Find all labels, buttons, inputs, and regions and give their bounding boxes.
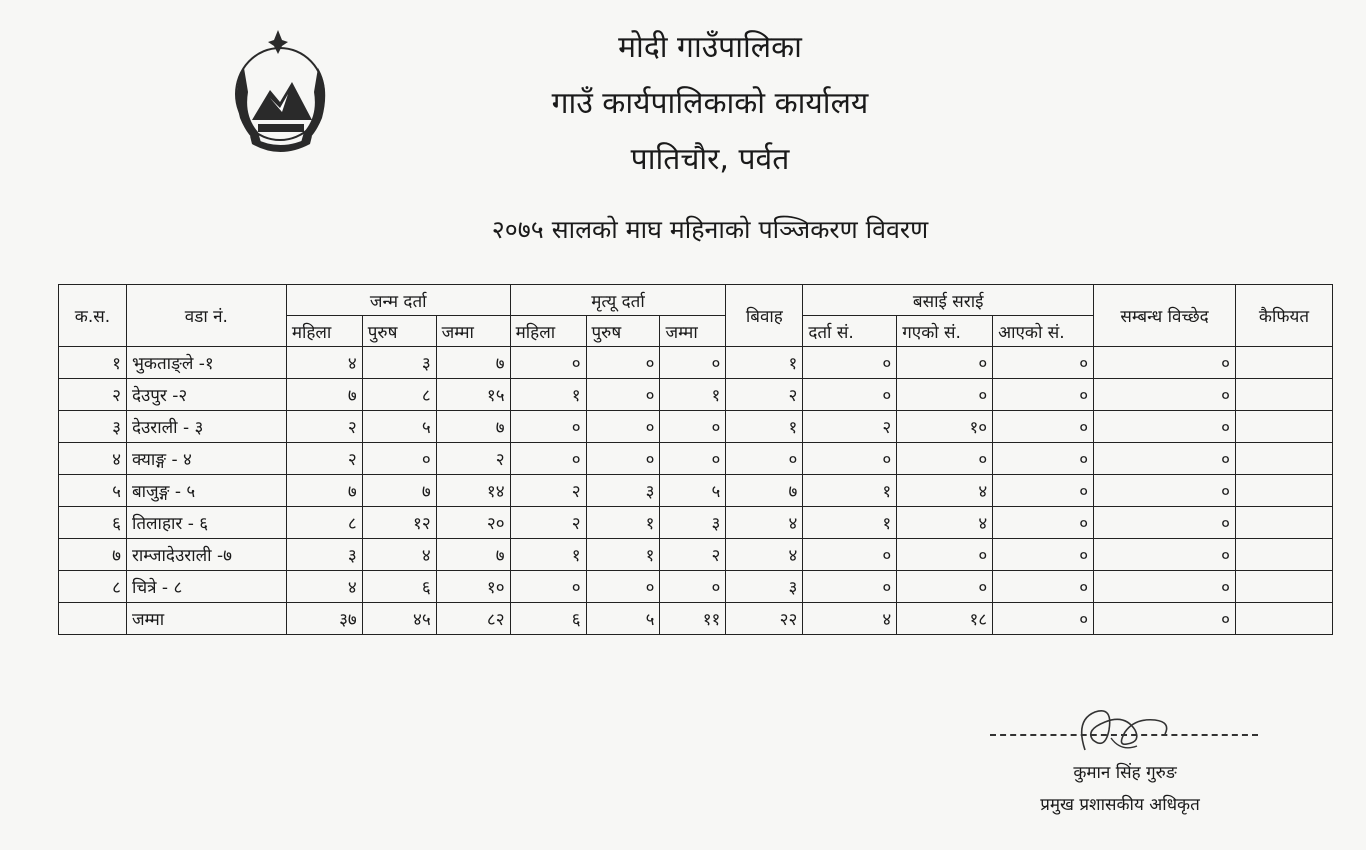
cell-migration-in: ० — [993, 443, 1094, 475]
cell-death-male: ० — [586, 571, 660, 603]
cell-birth-female: ४ — [286, 347, 362, 379]
office-name: गाउँ कार्यपालिकाको कार्यालय — [551, 86, 869, 121]
header-serial: क.स. — [59, 285, 127, 347]
cell-birth-total: २० — [436, 507, 510, 539]
table-total-row — [59, 603, 1333, 635]
subheader-birth-female: महिला — [286, 316, 362, 347]
cell-birth-male: ० — [362, 443, 436, 475]
cell-birth-total: १४ — [436, 475, 510, 507]
cell-death-female: ० — [510, 347, 586, 379]
cell-migration-in: ० — [993, 379, 1094, 411]
signatory-title: प्रमुख प्रशासकीय अधिकृत — [1040, 795, 1200, 815]
header-death-registration: मृत्यू दर्ता — [510, 285, 726, 316]
cell-migration-reg: ० — [803, 347, 897, 379]
cell-migration-out: ० — [897, 539, 993, 571]
cell-birth-male: ७ — [362, 475, 436, 507]
cell-marriage: ३ — [726, 571, 803, 603]
table-row — [59, 379, 1333, 411]
header-remarks: कैफियत — [1235, 285, 1332, 347]
cell-migration-reg: ० — [803, 379, 897, 411]
report-title: २०७५ सालको माघ महिनाको पञ्जिकरण विवरण — [491, 215, 929, 244]
cell-migration-reg: १ — [803, 475, 897, 507]
subheader-death-female: महिला — [510, 316, 586, 347]
cell-birth-female: २ — [286, 443, 362, 475]
cell-migration-in: ० — [993, 571, 1094, 603]
cell-remarks — [1235, 475, 1332, 507]
cell-birth-total: १० — [436, 571, 510, 603]
cell-marriage: ४ — [726, 539, 803, 571]
cell-migration-in: ० — [993, 475, 1094, 507]
cell-birth-male: ४५ — [362, 603, 436, 635]
cell-divorce: ० — [1094, 411, 1236, 443]
cell-migration-in: ० — [993, 411, 1094, 443]
cell-death-female: ० — [510, 443, 586, 475]
cell-birth-female: ७ — [286, 379, 362, 411]
cell-ward: क्याङ्ग - ४ — [126, 443, 286, 475]
signatory-name: कुमान सिंह गुरुङ — [1073, 763, 1177, 783]
cell-marriage: २ — [726, 379, 803, 411]
header-migration: बसाई सराई — [803, 285, 1094, 316]
cell-divorce: ० — [1094, 347, 1236, 379]
cell-migration-out: ० — [897, 443, 993, 475]
cell-birth-female: ७ — [286, 475, 362, 507]
cell-death-male: ५ — [586, 603, 660, 635]
table-row — [59, 411, 1333, 443]
cell-ward: राम्जादेउराली -७ — [126, 539, 286, 571]
cell-birth-male: ८ — [362, 379, 436, 411]
cell-birth-total: ७ — [436, 347, 510, 379]
cell-death-male: १ — [586, 539, 660, 571]
office-address: पातिचौर, पर्वत — [630, 142, 790, 177]
cell-birth-total: २ — [436, 443, 510, 475]
cell-death-female: २ — [510, 507, 586, 539]
cell-birth-male: ४ — [362, 539, 436, 571]
table-header-row — [59, 285, 1333, 316]
table-row — [59, 443, 1333, 475]
cell-ward: बाजुङ्ग - ५ — [126, 475, 286, 507]
cell-serial: १ — [59, 347, 127, 379]
cell-migration-in: ० — [993, 347, 1094, 379]
cell-death-male: ० — [586, 411, 660, 443]
cell-serial: २ — [59, 379, 127, 411]
cell-birth-female: ४ — [286, 571, 362, 603]
cell-marriage: ७ — [726, 475, 803, 507]
cell-migration-reg: २ — [803, 411, 897, 443]
cell-death-female: १ — [510, 379, 586, 411]
cell-death-total: ३ — [660, 507, 726, 539]
subheader-migration-in: आएको सं. — [993, 316, 1094, 347]
cell-migration-out: १८ — [897, 603, 993, 635]
cell-birth-total: ८२ — [436, 603, 510, 635]
nepal-emblem-logo — [222, 28, 340, 158]
cell-serial: ८ — [59, 571, 127, 603]
cell-death-male: ० — [586, 379, 660, 411]
table-row — [59, 347, 1333, 379]
cell-serial: ५ — [59, 475, 127, 507]
cell-serial — [59, 603, 127, 635]
cell-serial: ६ — [59, 507, 127, 539]
subheader-migration-reg: दर्ता सं. — [803, 316, 897, 347]
cell-birth-total: ७ — [436, 539, 510, 571]
cell-remarks — [1235, 443, 1332, 475]
cell-marriage: २२ — [726, 603, 803, 635]
cell-marriage: ० — [726, 443, 803, 475]
cell-ward: जम्मा — [126, 603, 286, 635]
cell-death-total: २ — [660, 539, 726, 571]
cell-death-total: ० — [660, 571, 726, 603]
cell-birth-female: २ — [286, 411, 362, 443]
cell-serial: ७ — [59, 539, 127, 571]
cell-migration-out: ० — [897, 347, 993, 379]
cell-death-male: ० — [586, 443, 660, 475]
cell-birth-male: ३ — [362, 347, 436, 379]
cell-death-female: ६ — [510, 603, 586, 635]
cell-ward: तिलाहार - ६ — [126, 507, 286, 539]
cell-remarks — [1235, 507, 1332, 539]
table-body — [59, 347, 1333, 635]
cell-migration-in: ० — [993, 603, 1094, 635]
cell-death-total: ० — [660, 411, 726, 443]
cell-divorce: ० — [1094, 603, 1236, 635]
cell-migration-reg: ४ — [803, 603, 897, 635]
cell-birth-total: १५ — [436, 379, 510, 411]
cell-divorce: ० — [1094, 475, 1236, 507]
cell-marriage: ४ — [726, 507, 803, 539]
cell-divorce: ० — [1094, 379, 1236, 411]
cell-remarks — [1235, 603, 1332, 635]
header-divorce: सम्बन्ध विच्छेद — [1094, 285, 1236, 347]
cell-migration-reg: ० — [803, 539, 897, 571]
cell-divorce: ० — [1094, 571, 1236, 603]
cell-death-total: ० — [660, 443, 726, 475]
table-row — [59, 539, 1333, 571]
cell-ward: देउपुर -२ — [126, 379, 286, 411]
cell-migration-reg: १ — [803, 507, 897, 539]
cell-migration-in: ० — [993, 539, 1094, 571]
registration-table — [58, 284, 1333, 635]
subheader-death-male: पुरुष — [586, 316, 660, 347]
cell-migration-out: ० — [897, 571, 993, 603]
header-birth-registration: जन्म दर्ता — [286, 285, 510, 316]
cell-death-female: ० — [510, 571, 586, 603]
cell-migration-out: १० — [897, 411, 993, 443]
cell-death-male: ० — [586, 347, 660, 379]
cell-birth-male: ५ — [362, 411, 436, 443]
cell-remarks — [1235, 347, 1332, 379]
cell-migration-in: ० — [993, 507, 1094, 539]
cell-birth-female: ३ — [286, 539, 362, 571]
header-marriage: बिवाह — [726, 285, 803, 347]
cell-birth-male: ६ — [362, 571, 436, 603]
cell-ward: चित्रे - ८ — [126, 571, 286, 603]
subheader-migration-out: गएको सं. — [897, 316, 993, 347]
cell-birth-female: ३७ — [286, 603, 362, 635]
cell-divorce: ० — [1094, 507, 1236, 539]
cell-death-total: ० — [660, 347, 726, 379]
cell-remarks — [1235, 571, 1332, 603]
cell-birth-male: १२ — [362, 507, 436, 539]
cell-birth-total: ७ — [436, 411, 510, 443]
cell-serial: ४ — [59, 443, 127, 475]
subheader-birth-male: पुरुष — [362, 316, 436, 347]
cell-remarks — [1235, 411, 1332, 443]
cell-death-male: १ — [586, 507, 660, 539]
cell-divorce: ० — [1094, 443, 1236, 475]
cell-death-total: ५ — [660, 475, 726, 507]
cell-serial: ३ — [59, 411, 127, 443]
cell-migration-reg: ० — [803, 571, 897, 603]
cell-death-total: ११ — [660, 603, 726, 635]
handwritten-signature — [1065, 700, 1185, 760]
subheader-death-total: जम्मा — [660, 316, 726, 347]
cell-marriage: १ — [726, 347, 803, 379]
cell-death-female: २ — [510, 475, 586, 507]
office-header — [420, 20, 1000, 188]
table-row — [59, 571, 1333, 603]
cell-divorce: ० — [1094, 539, 1236, 571]
cell-birth-female: ८ — [286, 507, 362, 539]
table-row — [59, 507, 1333, 539]
cell-migration-out: ० — [897, 379, 993, 411]
municipality-name: मोदी गाउँपालिका — [618, 30, 802, 65]
cell-migration-out: ४ — [897, 475, 993, 507]
cell-remarks — [1235, 539, 1332, 571]
cell-migration-reg: ० — [803, 443, 897, 475]
subheader-birth-total: जम्मा — [436, 316, 510, 347]
cell-ward: भुकताङ्ले -१ — [126, 347, 286, 379]
cell-death-male: ३ — [586, 475, 660, 507]
header-ward: वडा नं. — [126, 285, 286, 347]
cell-remarks — [1235, 379, 1332, 411]
cell-ward: देउराली - ३ — [126, 411, 286, 443]
cell-marriage: १ — [726, 411, 803, 443]
cell-death-total: १ — [660, 379, 726, 411]
table-row — [59, 475, 1333, 507]
cell-death-female: ० — [510, 411, 586, 443]
signature-line — [990, 734, 1258, 736]
cell-migration-out: ४ — [897, 507, 993, 539]
cell-death-female: १ — [510, 539, 586, 571]
